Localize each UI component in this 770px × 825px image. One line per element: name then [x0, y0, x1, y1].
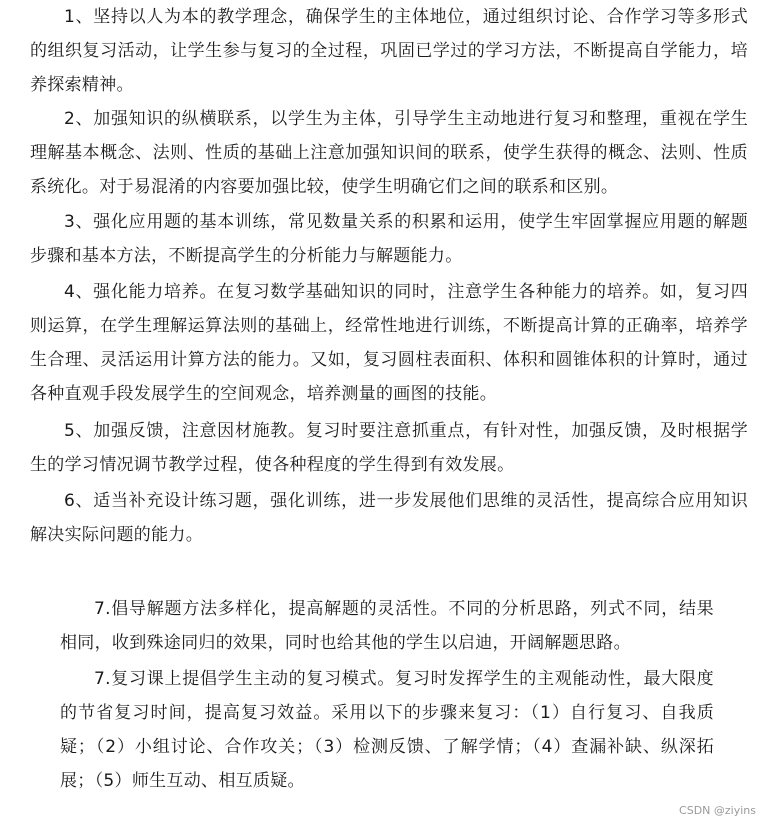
- paragraph-7a: 7.倡导解题方法多样化，提高解题的灵活性。不同的分析思路，列式不同，结果相同，收到殊途同归的效果，同时也给其他的学生以启迪，开阔解题思路。: [60, 599, 714, 653]
- paragraph-5: 5、加强反馈，注意因材施教。复习时要注意抓重点，有针对性，加强反馈，及时根据学生的学习情况调节教学过程，使各种程度的学生得到有效发展。: [30, 421, 748, 475]
- csdn-watermark: CSDN @ziyins: [679, 804, 756, 817]
- paragraph-1: 1、坚持以人为本的教学理念，确保学生的主体地位，通过组织讨论、合作学习等多形式的组织复习活动，让学生参与复习的全过程，巩固已学过的学习方法，不断提高自学能力，培养探索精神。: [30, 7, 748, 95]
- paragraph-6: 6、适当补充设计练习题，强化训练，进一步发展他们思维的灵活性，提高综合应用知识解决实际问题的能力。: [30, 491, 748, 545]
- paragraph-4: 4、强化能力培养。在复习数学基础知识的同时，注意学生各种能力的培养。如，复习四则运算，在学生理解运算法则的基础上，经常性地进行训练，不断提高计算的正确率，培养学生合理、灵活运用计算方法的能力。又如，复习圆柱表面积、体积和圆锥体积的计算时，通过各种直观手段发展学生的空间观念，培养测量的画图的技能。: [30, 282, 748, 404]
- paragraph-3: 3、强化应用题的基本训练，常见数量关系的积累和运用，使学生牢固掌握应用题的解题步骤和基本方法，不断提高学生的分析能力与解题能力。: [30, 212, 748, 266]
- paragraph-7b: 7.复习课上提倡学生主动的复习模式。复习时发挥学生的主观能动性，最大限度的节省复习时间，提高复习效益。采用以下的步骤来复习：（1）自行复习、自我质疑；（2）小组讨论、合作攻关；（3）检测反馈、了解学情；（4）查漏补缺、纵深拓展；（5）师生互动、相互质疑。: [60, 669, 714, 791]
- paragraph-2: 2、加强知识的纵横联系，以学生为主体，引导学生主动地进行复习和整理，重视在学生理解基本概念、法则、性质的基础上注意加强知识间的联系，使学生获得的概念、法则、性质系统化。对于易混淆的内容要加强比较，使学生明确它们之间的联系和区别。: [30, 109, 748, 197]
